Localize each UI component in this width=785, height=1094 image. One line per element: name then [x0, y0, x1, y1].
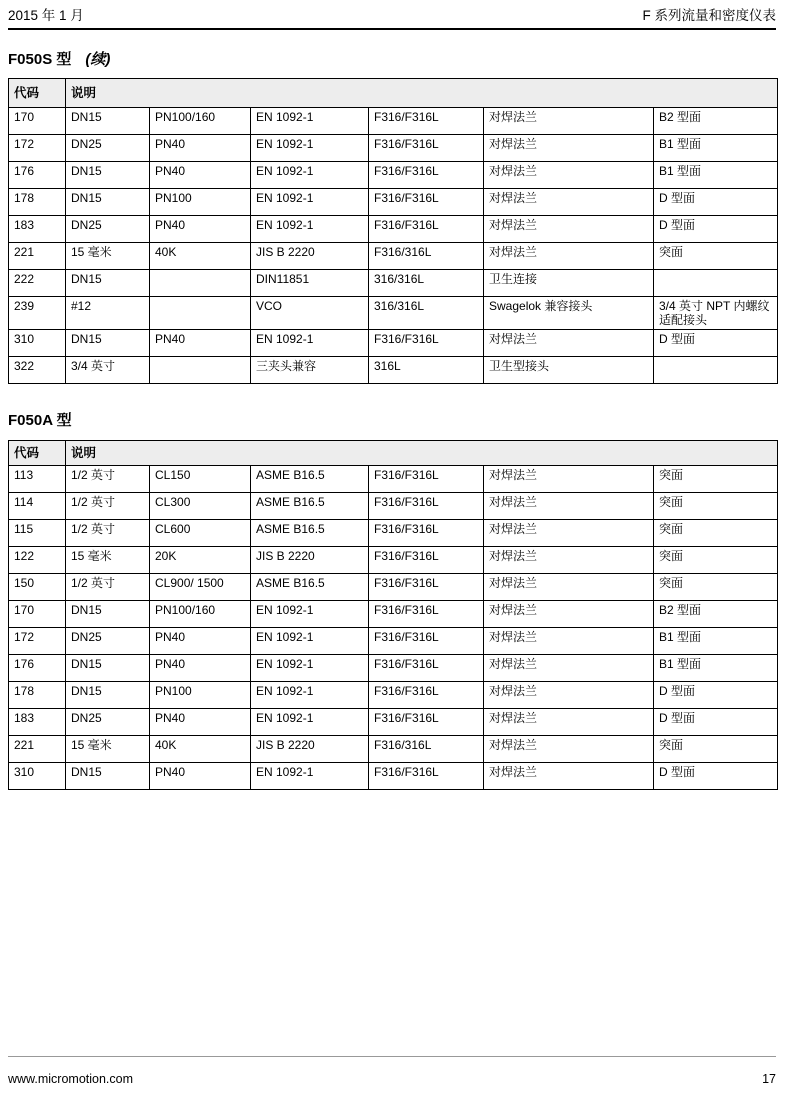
table-header-row [9, 441, 778, 466]
row-description-cell: DN15 [66, 763, 150, 790]
row-description-cell: EN 1092-1 [251, 763, 369, 790]
row-description-cell: PN100 [150, 189, 251, 216]
row-description-cell [150, 357, 251, 384]
table-row [9, 108, 778, 135]
row-description-cell: 对焊法兰 [484, 655, 654, 682]
row-description-cell: DN25 [66, 628, 150, 655]
row-description-cell: Swagelok 兼容接头 [484, 297, 654, 330]
row-description-cell: F316/F316L [369, 682, 484, 709]
row-code-cell: 150 [9, 574, 66, 601]
row-description-cell: 卫生连接 [484, 270, 654, 297]
row-description-cell: 对焊法兰 [484, 547, 654, 574]
row-description-cell: B1 型面 [654, 135, 778, 162]
column-header-code: 代码 [9, 79, 66, 108]
table-row [9, 736, 778, 763]
row-code-cell: 183 [9, 709, 66, 736]
row-description-cell: PN40 [150, 330, 251, 357]
table-row [9, 601, 778, 628]
table-row [9, 574, 778, 601]
table-row [9, 466, 778, 493]
row-description-cell: 316/316L [369, 297, 484, 330]
row-description-cell: JIS B 2220 [251, 547, 369, 574]
page-footer [8, 1071, 776, 1087]
page-header [8, 7, 776, 25]
row-description-cell: F316/F316L [369, 162, 484, 189]
row-description-cell: F316/F316L [369, 547, 484, 574]
row-description-cell [150, 270, 251, 297]
row-description-cell: JIS B 2220 [251, 736, 369, 763]
row-description-cell: 3/4 英寸 [66, 357, 150, 384]
row-description-cell: DN15 [66, 330, 150, 357]
row-code-cell: 172 [9, 628, 66, 655]
column-header-code: 代码 [9, 441, 66, 466]
row-description-cell: 对焊法兰 [484, 763, 654, 790]
row-description-cell: D 型面 [654, 682, 778, 709]
row-description-cell: 对焊法兰 [484, 736, 654, 763]
row-description-cell: 突面 [654, 466, 778, 493]
row-description-cell: 突面 [654, 520, 778, 547]
table-row [9, 493, 778, 520]
row-description-cell: D 型面 [654, 330, 778, 357]
row-description-cell: DIN11851 [251, 270, 369, 297]
row-description-cell: DN25 [66, 709, 150, 736]
row-description-cell: 三夹头兼容 [251, 357, 369, 384]
row-description-cell: F316/F316L [369, 601, 484, 628]
row-code-cell: 115 [9, 520, 66, 547]
row-description-cell: 对焊法兰 [484, 243, 654, 270]
section-title-text: F050S 型 [8, 51, 72, 68]
row-description-cell: 1/2 英寸 [66, 520, 150, 547]
row-description-cell: F316/F316L [369, 574, 484, 601]
row-code-cell: 183 [9, 216, 66, 243]
table-header-row [9, 79, 778, 108]
table-row [9, 763, 778, 790]
row-description-cell: PN40 [150, 763, 251, 790]
row-description-cell: DN15 [66, 108, 150, 135]
row-description-cell: ASME B16.5 [251, 466, 369, 493]
table-row [9, 628, 778, 655]
table-row [9, 547, 778, 574]
row-description-cell: DN15 [66, 682, 150, 709]
row-description-cell: 316/316L [369, 270, 484, 297]
row-code-cell: 122 [9, 547, 66, 574]
row-description-cell: 40K [150, 736, 251, 763]
section-title-text: F050A 型 [8, 412, 72, 429]
footer-rule [8, 1056, 776, 1057]
row-code-cell: 310 [9, 763, 66, 790]
section-continued-label: (续) [85, 51, 111, 68]
row-description-cell: EN 1092-1 [251, 108, 369, 135]
table-row [9, 330, 778, 357]
row-description-cell: B2 型面 [654, 108, 778, 135]
row-description-cell: PN100 [150, 682, 251, 709]
row-description-cell: 对焊法兰 [484, 466, 654, 493]
row-description-cell: D 型面 [654, 709, 778, 736]
row-description-cell [150, 297, 251, 330]
table-row [9, 162, 778, 189]
row-description-cell: #12 [66, 297, 150, 330]
row-description-cell: F316/316L [369, 243, 484, 270]
row-description-cell: 15 毫米 [66, 243, 150, 270]
row-description-cell: 1/2 英寸 [66, 574, 150, 601]
row-description-cell: DN25 [66, 216, 150, 243]
row-code-cell: 221 [9, 736, 66, 763]
row-description-cell: B1 型面 [654, 162, 778, 189]
row-description-cell: F316/F316L [369, 709, 484, 736]
row-description-cell: DN15 [66, 270, 150, 297]
row-description-cell: PN40 [150, 216, 251, 243]
f050a-code-table [8, 440, 778, 790]
table-row [9, 243, 778, 270]
row-description-cell: PN100/160 [150, 108, 251, 135]
row-description-cell: EN 1092-1 [251, 655, 369, 682]
row-description-cell: F316/F316L [369, 493, 484, 520]
row-description-cell: 卫生型接头 [484, 357, 654, 384]
table-row [9, 216, 778, 243]
row-code-cell: 176 [9, 162, 66, 189]
row-description-cell: 3/4 英寸 NPT 内螺纹适配接头 [654, 297, 778, 330]
section-title-f050s [8, 51, 110, 69]
f050s-code-table [8, 78, 778, 384]
row-description-cell: 20K [150, 547, 251, 574]
row-description-cell: F316/F316L [369, 135, 484, 162]
row-description-cell: EN 1092-1 [251, 135, 369, 162]
row-description-cell: F316/F316L [369, 520, 484, 547]
row-description-cell: PN40 [150, 709, 251, 736]
row-description-cell: EN 1092-1 [251, 682, 369, 709]
row-description-cell: JIS B 2220 [251, 243, 369, 270]
row-description-cell: B1 型面 [654, 628, 778, 655]
row-description-cell: F316/F316L [369, 189, 484, 216]
row-description-cell: 对焊法兰 [484, 135, 654, 162]
row-description-cell: PN100/160 [150, 601, 251, 628]
row-code-cell: 322 [9, 357, 66, 384]
row-description-cell: EN 1092-1 [251, 216, 369, 243]
header-document-title: F 系列流量和密度仪表 [642, 8, 776, 23]
row-code-cell: 222 [9, 270, 66, 297]
row-description-cell: EN 1092-1 [251, 709, 369, 736]
section-title-f050a [8, 412, 72, 430]
row-description-cell: F316/F316L [369, 628, 484, 655]
footer-website: www.micromotion.com [8, 1072, 134, 1086]
table-row [9, 520, 778, 547]
row-description-cell: 316L [369, 357, 484, 384]
row-description-cell: PN40 [150, 162, 251, 189]
row-description-cell: 1/2 英寸 [66, 493, 150, 520]
row-code-cell: 114 [9, 493, 66, 520]
row-description-cell: DN15 [66, 655, 150, 682]
row-description-cell: DN15 [66, 189, 150, 216]
row-code-cell: 310 [9, 330, 66, 357]
row-description-cell: B1 型面 [654, 655, 778, 682]
row-description-cell: DN25 [66, 135, 150, 162]
row-description-cell: ASME B16.5 [251, 574, 369, 601]
row-description-cell: 1/2 英寸 [66, 466, 150, 493]
row-description-cell: PN40 [150, 135, 251, 162]
row-description-cell [654, 357, 778, 384]
row-code-cell: 239 [9, 297, 66, 330]
table-row [9, 135, 778, 162]
row-description-cell: DN15 [66, 162, 150, 189]
row-description-cell: DN15 [66, 601, 150, 628]
row-description-cell: ASME B16.5 [251, 493, 369, 520]
row-code-cell: 170 [9, 108, 66, 135]
row-description-cell: 15 毫米 [66, 736, 150, 763]
table-row [9, 357, 778, 384]
row-description-cell: EN 1092-1 [251, 628, 369, 655]
row-description-cell: 突面 [654, 547, 778, 574]
row-description-cell: F316/316L [369, 736, 484, 763]
row-description-cell: EN 1092-1 [251, 601, 369, 628]
row-code-cell: 176 [9, 655, 66, 682]
row-code-cell: 172 [9, 135, 66, 162]
row-description-cell: 对焊法兰 [484, 493, 654, 520]
row-description-cell: 对焊法兰 [484, 628, 654, 655]
row-description-cell: F316/F316L [369, 108, 484, 135]
row-description-cell: CL900/ 1500 [150, 574, 251, 601]
footer-page-number: 17 [762, 1072, 776, 1086]
row-description-cell: EN 1092-1 [251, 189, 369, 216]
row-description-cell: B2 型面 [654, 601, 778, 628]
row-code-cell: 170 [9, 601, 66, 628]
row-description-cell: CL300 [150, 493, 251, 520]
row-description-cell: 40K [150, 243, 251, 270]
row-description-cell: 对焊法兰 [484, 574, 654, 601]
row-description-cell: F316/F316L [369, 763, 484, 790]
row-description-cell: VCO [251, 297, 369, 330]
row-description-cell: EN 1092-1 [251, 330, 369, 357]
table-row [9, 682, 778, 709]
row-description-cell: 对焊法兰 [484, 520, 654, 547]
table-row [9, 709, 778, 736]
row-description-cell: CL150 [150, 466, 251, 493]
table-row [9, 655, 778, 682]
row-code-cell: 178 [9, 189, 66, 216]
row-description-cell: D 型面 [654, 763, 778, 790]
row-description-cell: 突面 [654, 736, 778, 763]
row-description-cell: CL600 [150, 520, 251, 547]
header-rule [8, 28, 776, 30]
row-description-cell: F316/F316L [369, 466, 484, 493]
row-description-cell: 15 毫米 [66, 547, 150, 574]
row-description-cell [654, 270, 778, 297]
row-description-cell: 对焊法兰 [484, 216, 654, 243]
row-description-cell: 对焊法兰 [484, 709, 654, 736]
table-row [9, 189, 778, 216]
row-description-cell: D 型面 [654, 216, 778, 243]
row-description-cell: F316/F316L [369, 216, 484, 243]
row-code-cell: 178 [9, 682, 66, 709]
column-header-description: 说明 [66, 79, 778, 108]
row-description-cell: 对焊法兰 [484, 601, 654, 628]
row-description-cell: 突面 [654, 243, 778, 270]
row-description-cell: PN40 [150, 628, 251, 655]
row-description-cell: PN40 [150, 655, 251, 682]
header-date: 2015 年 1 月 [8, 8, 84, 23]
row-description-cell: D 型面 [654, 189, 778, 216]
row-description-cell: 对焊法兰 [484, 189, 654, 216]
row-description-cell: EN 1092-1 [251, 162, 369, 189]
row-description-cell: 对焊法兰 [484, 682, 654, 709]
row-description-cell: 突面 [654, 574, 778, 601]
row-description-cell: 突面 [654, 493, 778, 520]
row-description-cell: F316/F316L [369, 655, 484, 682]
table-row [9, 297, 778, 330]
row-code-cell: 113 [9, 466, 66, 493]
row-description-cell: 对焊法兰 [484, 108, 654, 135]
row-description-cell: 对焊法兰 [484, 162, 654, 189]
row-description-cell: 对焊法兰 [484, 330, 654, 357]
row-description-cell: F316/F316L [369, 330, 484, 357]
table-row [9, 270, 778, 297]
row-description-cell: ASME B16.5 [251, 520, 369, 547]
column-header-description: 说明 [66, 441, 778, 466]
row-code-cell: 221 [9, 243, 66, 270]
